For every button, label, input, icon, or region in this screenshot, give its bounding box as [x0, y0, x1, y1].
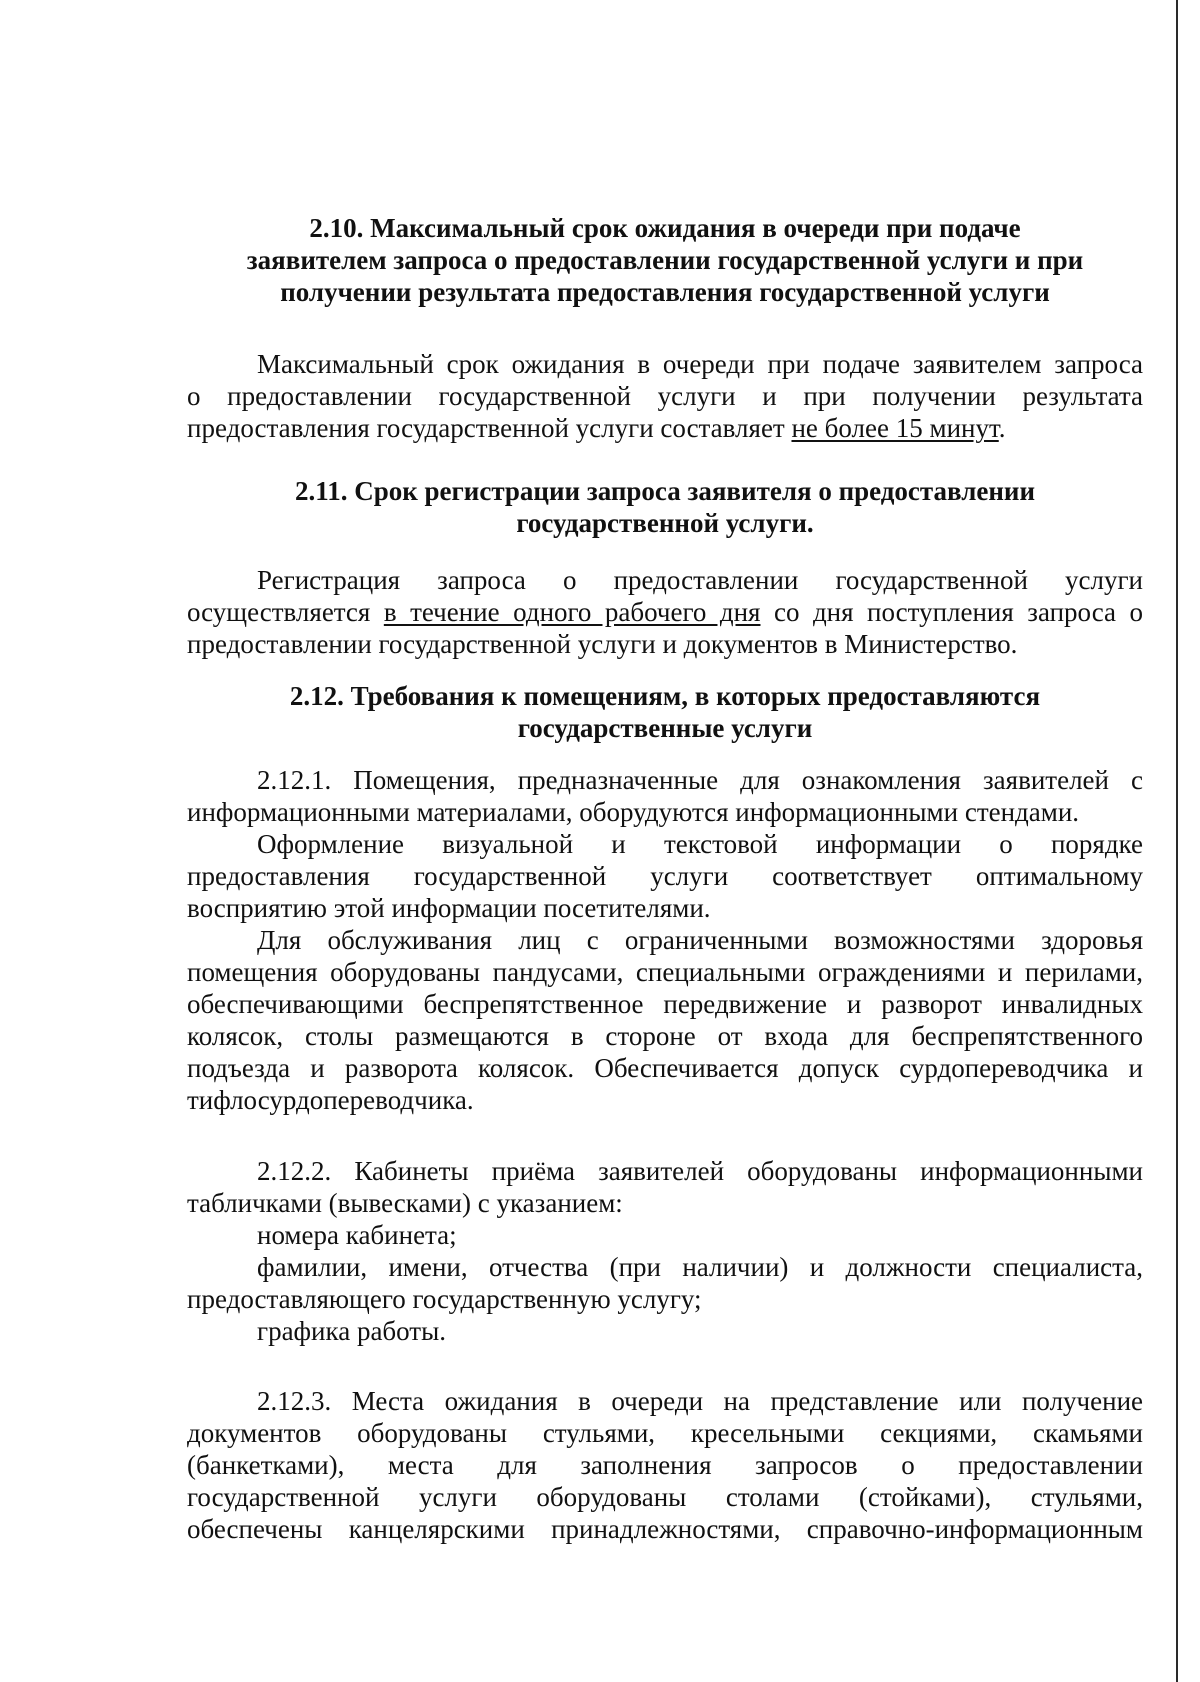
- paragraph-2-12-2-line-1: 2.12.2. Кабинеты приёма заявителей оборудованы информационными: [257, 1156, 1143, 1186]
- body-text: .: [998, 413, 1006, 443]
- section-2-10-body-line-1: Максимальный срок ожидания в очереди при подаче заявителем запроса: [257, 349, 1143, 379]
- section-2-11-body-line-2: [187, 596, 1143, 628]
- section-2-11-body-line-1: Регистрация запроса о предоставлении государственной услуги: [257, 565, 1143, 595]
- paragraph-2-12-2-line-2: табличками (вывесками) с указанием:: [187, 1188, 623, 1218]
- paragraph-2-12-1-line-1: 2.12.1. Помещения, предназначенные для ознакомления заявителей с: [257, 765, 1143, 795]
- scan-edge-line: [1176, 0, 1178, 1682]
- section-2-10-heading-line-2: заявителем запроса о предоставлении государственной услуги и при: [246, 245, 1084, 275]
- section-2-11-heading-line-2: государственной услуги.: [516, 508, 814, 538]
- section-2-11-heading-line-1: 2.11. Срок регистрации запроса заявителя о предоставлении: [294, 476, 1036, 506]
- paragraph-accessibility-line-6: тифлосурдопереводчика.: [187, 1085, 474, 1115]
- paragraph-accessibility-line-5: подъезда и разворота колясок. Обеспечивается допуск сурдопереводчика и: [187, 1053, 1143, 1083]
- paragraph-2-12-1-line-2: информационными материалами, оборудуются информационными стендами.: [187, 797, 1080, 827]
- paragraph-accessibility-line-1: Для обслуживания лиц с ограниченными возможностями здоровья: [257, 925, 1143, 955]
- paragraph-2-12-3-line-2: документов оборудованы стульями, кресельными секциями, скамьями: [187, 1418, 1143, 1448]
- paragraph-2-12-3-line-3: (банкетками), места для заполнения запросов о предоставлении: [187, 1450, 1143, 1480]
- paragraph-accessibility-line-3: обеспечивающими беспрепятственное передвижение и разворот инвалидных: [187, 989, 1143, 1019]
- list-item-schedule: графика работы.: [257, 1316, 446, 1346]
- list-item-specialist-line-2: предоставляющего государственную услугу;: [187, 1284, 702, 1314]
- paragraph-2-12-3-line-1: 2.12.3. Места ожидания в очереди на представление или получение: [257, 1386, 1143, 1416]
- list-item-room-number: номера кабинета;: [257, 1220, 457, 1250]
- paragraph-accessibility-line-2: помещения оборудованы пандусами, специальными ограждениями и перилами,: [187, 957, 1143, 987]
- section-2-10-body-line-3: [187, 412, 1143, 444]
- paragraph-design-line-1: Оформление визуальной и текстовой информации о порядке: [257, 829, 1143, 859]
- section-2-10-body-line-2: о предоставлении государственной услуги и при получении результата: [187, 381, 1143, 411]
- underlined-term: не более 15 минут: [791, 413, 999, 443]
- section-2-10-heading-line-3: получении результата предоставления государственной услуги: [280, 277, 1050, 307]
- body-text: со дня поступления запроса о: [760, 597, 1143, 627]
- list-item-specialist-line-1: фамилии, имени, отчества (при наличии) и должности специалиста,: [257, 1252, 1143, 1282]
- paragraph-design-line-2: предоставления государственной услуги соответствует оптимальному: [187, 861, 1143, 891]
- body-text: предоставления государственной услуги составляет: [187, 413, 792, 443]
- paragraph-2-12-3-line-5: обеспечены канцелярскими принадлежностями, справочно-информационным: [187, 1514, 1143, 1544]
- paragraph-2-12-3-line-4: государственной услуги оборудованы столами (стойками), стульями,: [187, 1482, 1143, 1512]
- section-2-12-heading-line-2: государственные услуги: [517, 713, 813, 743]
- paragraph-design-line-3: восприятию этой информации посетителями.: [187, 893, 711, 923]
- section-2-12-heading-line-1: 2.12. Требования к помещениям, в которых предоставляются: [289, 681, 1041, 711]
- section-2-10-heading-line-1: 2.10. Максимальный срок ожидания в очереди при подаче: [309, 213, 1021, 243]
- underlined-term: в течение одного рабочего дня: [383, 597, 761, 627]
- body-text: осуществляется: [187, 597, 384, 627]
- section-2-11-body-line-3: предоставлении государственной услуги и документов в Министерство.: [187, 629, 1018, 659]
- paragraph-accessibility-line-4: колясок, столы размещаются в стороне от входа для беспрепятственного: [187, 1021, 1143, 1051]
